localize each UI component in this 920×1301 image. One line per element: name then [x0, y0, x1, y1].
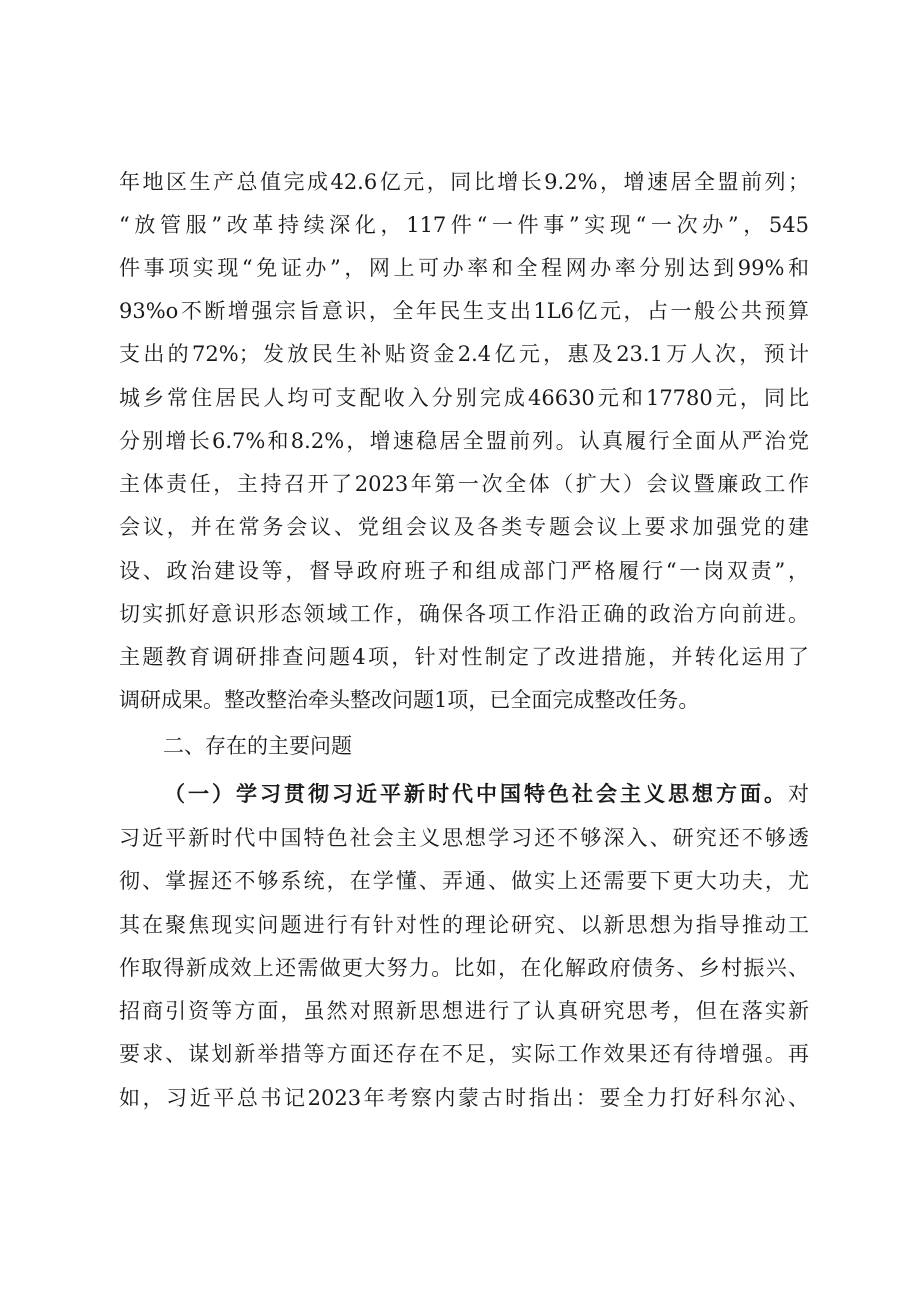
- text-line: 93%o不断增强宗旨意识，全年民生支出1L6亿元，占一般公共预算: [119, 299, 809, 323]
- text-line: 调研成果。整改整治牵头整改问题1项，已全面完成整改任务。: [119, 688, 700, 712]
- text-line: 分别增长6.7%和8.2%，增速稳居全盟前列。认真履行全面从严治党: [119, 429, 809, 453]
- text-line: 城乡常住居民人均可支配收入分别完成46630元和17780元，同比: [119, 386, 809, 410]
- text-line: 年地区生产总值完成42.6亿元，同比增长9.2%，增速居全盟前列；: [119, 170, 809, 194]
- text-line: 要求、谋划新举措等方面还存在不足，实际工作效果还有待增强。再: [119, 1042, 809, 1066]
- text-line: 主题教育调研排查问题4项，针对性制定了改进措施，并转化运用了: [119, 645, 809, 669]
- text-line: 会议，并在常务会议、党组会议及各类专题会议上要求加强党的建: [119, 515, 809, 539]
- text-line: 设、政治建设等，督导政府班子和组成部门严格履行“一岗双责”，: [119, 559, 809, 583]
- subsection-title: （一）学习贯彻习近平新时代中国特色社会主义思想方面。: [164, 781, 788, 806]
- subsection-first-line: [164, 780, 809, 808]
- text-line: 作取得新成效上还需做更大努力。比如，在化解政府债务、乡村振兴、: [119, 956, 809, 980]
- section-heading: 二、存在的主要问题: [163, 734, 352, 758]
- text-line: 切实抓好意识形态领域工作，确保各项工作沿正确的政治方向前进。: [119, 602, 809, 626]
- text-line: 件事项实现“免证办”，网上可办率和全程网办率分别达到99%和: [119, 256, 809, 280]
- text-line: 彻、掌握还不够系统，在学懂、弄通、做实上还需要下更大功夫，尤: [119, 869, 809, 893]
- subsection-first-line-rest: 对: [788, 782, 809, 806]
- text-line: 支出的72%；发放民生补贴资金2.4亿元，惠及23.1万人次，预计: [119, 342, 809, 366]
- text-line: “放管服”改革持续深化，117件“一件事”实现“一次办”，545: [119, 213, 809, 237]
- text-line: 习近平新时代中国特色社会主义思想学习还不够深入、研究还不够透: [119, 826, 809, 850]
- text-line: 如，习近平总书记2023年考察内蒙古时指出：要全力打好科尔沁、: [119, 1086, 809, 1110]
- text-line: 其在聚焦现实问题进行有针对性的理论研究、以新思想为指导推动工: [119, 913, 809, 937]
- text-line: 招商引资等方面，虽然对照新思想进行了认真研究思考，但在落实新: [119, 999, 809, 1023]
- text-line: 主体责任，主持召开了2023年第一次全体（扩大）会议暨廉政工作: [119, 472, 809, 496]
